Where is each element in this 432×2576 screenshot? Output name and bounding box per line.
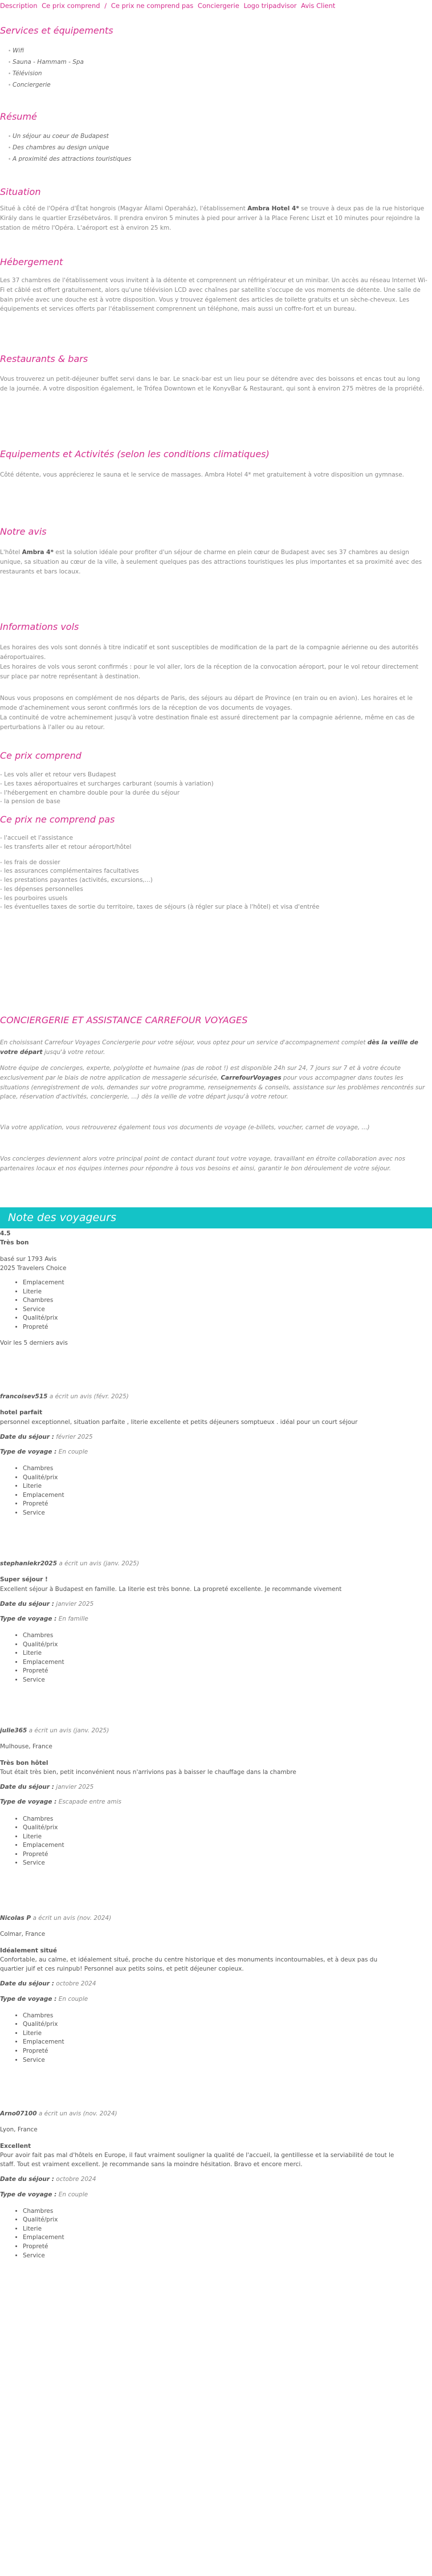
list-item: • Des chambres au design unique	[13, 143, 131, 154]
rating-criteria-list	[0, 1279, 68, 1332]
list-item: - les dépenses personnelles	[0, 885, 83, 893]
review-type: Escapade entre amis	[58, 1798, 121, 1806]
review-date-label: Date du séjour :	[0, 2176, 54, 2183]
list-item: • Propreté	[23, 2243, 399, 2252]
review-title: hotel parfait	[0, 1409, 43, 1417]
equipements-text: Côté détente, vous apprécierez le sauna et le service de massages. Ambra Hotel 4* met gratuitement à votre disposition un gymnase.	[0, 471, 404, 478]
list-item: - les éventuelles taxes de sortie du territoire, taxes de séjours (à régler sur place à l'hôtel) et visa d'entrée	[0, 904, 320, 911]
review-type: En famille	[58, 1615, 88, 1623]
ce-prix-comprend-list	[0, 771, 214, 807]
review-title: Super séjour !	[0, 1576, 48, 1584]
list-item: • Chambres	[23, 1631, 399, 1641]
ce-prix-ne-comprend-pas-title: Ce prix ne comprend pas	[0, 814, 115, 825]
note-voyageurs-title: Note des voyageurs	[8, 1211, 116, 1224]
situation-title: Situation	[0, 186, 41, 197]
list-item: • Un séjour au coeur de Budapest	[13, 131, 131, 143]
review-location: Colmar, France	[0, 1931, 46, 1938]
list-item: • Qualité/prix	[23, 1314, 68, 1323]
review-location: Mulhouse, France	[0, 1743, 52, 1751]
nav-ce-prix-comprend[interactable]: Ce prix comprend	[42, 2, 100, 10]
voir-derniers-avis-link[interactable]: Voir les 5 derniers avis	[0, 1340, 68, 1347]
restaurants-text: Vous trouverez un petit-déjeuner buffet servi dans le bar. Le snack-bar est un lieu pour se détendre avec des boissons et encas tout au long de la journée. A votre disposition également, le Trófea Downtown et le KonyvBar & Restaurant, qui sont à environ 275 mètres de la propriété.	[0, 376, 425, 392]
note-voyageurs-bar	[0, 1207, 432, 1228]
resume-list	[0, 131, 131, 165]
review-text: personnel exceptionnel, situation parfaite , literie excellente et petits déjeuners somptueux . idéal pour un court séjour	[0, 1418, 358, 1426]
list-item: • Qualité/prix	[23, 1641, 399, 1650]
review-card	[0, 1914, 399, 2065]
equipements-title: Equipements et Activités (selon les conditions climatiques)	[0, 449, 270, 459]
review-type-label: Type de voyage :	[0, 1448, 57, 1456]
review-date-label: Date du séjour :	[0, 1600, 54, 1608]
list-item: • Propreté	[23, 2047, 399, 2056]
list-item: - les transferts aller et retour aéroport/hôtel	[0, 843, 132, 850]
list-item: • Sauna - Hammam - Spa	[13, 57, 84, 68]
list-item: • Wifi	[13, 46, 84, 57]
nav-description[interactable]: Description	[0, 2, 38, 10]
list-item: • Qualité/prix	[23, 2020, 399, 2029]
review-title: Idéalement situé	[0, 1947, 58, 1954]
list-item: • Literie	[23, 2225, 399, 2234]
list-item: • Emplacement	[23, 1279, 68, 1288]
list-item: • Literie	[23, 1482, 399, 1491]
list-item: - l'accueil et l'assistance	[0, 835, 74, 841]
rating-award: 2025 Travelers Choice	[0, 1264, 67, 1272]
list-item: • Chambres	[23, 2207, 399, 2216]
list-item: • Propreté	[23, 1667, 399, 1676]
list-item: • Service	[23, 2056, 399, 2065]
list-item: • Emplacement	[23, 1491, 399, 1500]
list-item: - les pourboires usuels	[0, 894, 68, 902]
review-card	[0, 1392, 399, 1518]
review-card	[0, 1559, 399, 1685]
hebergement-title: Hébergement	[0, 257, 63, 267]
review-wrote: a écrit un avis (nov. 2024)	[38, 2110, 117, 2117]
nav-tripadvisor-logo[interactable]: Logo tripadvisor	[243, 2, 297, 10]
top-nav	[0, 0, 337, 10]
list-item: • Chambres	[23, 1296, 68, 1305]
review-text: Pour avoir fait pas mal d'hôtels en Europe, il faut vraiment souligner la qualité de l'accueil, la gentillesse et la serviabilité de tout le staff. Tout est vraiment excellent. Je recommande sans la moindre hésitation. Bravo et encore merci.	[0, 2151, 394, 2168]
conciergerie-p1: En choisissant Carrefour Voyages Conciergerie pour votre séjour, vous optez pour un service d'accompagnement complet dès la veille de votre départ jusqu'à votre retour.	[0, 1039, 418, 1056]
nav-conciergerie[interactable]: Conciergerie	[197, 2, 239, 10]
list-item: • Emplacement	[23, 1658, 399, 1667]
review-criteria-list	[0, 2012, 399, 2065]
review-type-label: Type de voyage :	[0, 1995, 57, 2003]
rating-verdict: Très bon	[0, 1239, 29, 1247]
review-type-label: Type de voyage :	[0, 1615, 57, 1623]
review-type-label: Type de voyage :	[0, 2191, 57, 2198]
infos-vols-title: Informations vols	[0, 621, 79, 632]
review-wrote: a écrit un avis (nov. 2024)	[32, 1915, 112, 1922]
list-item: • A proximité des attractions touristiques	[13, 154, 131, 165]
list-item: - les assurances complémentaires facultatives	[0, 868, 139, 875]
review-text: Tout était très bien, petit inconvénient nous n'arrivions pas à baisser le chauffage dans la chambre	[0, 1768, 296, 1776]
list-item: • Chambres	[23, 1464, 399, 1474]
nav-ce-prix-ne-comprend-pas[interactable]: Ce prix ne comprend pas	[111, 2, 194, 10]
review-criteria-list	[0, 1631, 399, 1684]
list-item: • Service	[23, 2252, 399, 2261]
list-item: - Les taxes aéroportuaires et surcharges carburant (soumis à variation)	[0, 780, 214, 787]
list-item: • Emplacement	[23, 1841, 399, 1850]
review-type-label: Type de voyage :	[0, 1798, 57, 1806]
list-item: • Chambres	[23, 1815, 399, 1824]
list-item: • Chambres	[23, 2012, 399, 2021]
review-wrote: a écrit un avis (févr. 2025)	[49, 1393, 129, 1400]
infos-vols-p4: La continuité de votre acheminement jusqu'à votre destination finale est assuré directement par la compagnie aérienne, même en cas de perturbations à l'aller ou au retour.	[0, 714, 415, 731]
list-item: • Qualité/prix	[23, 1474, 399, 1483]
review-type: En couple	[58, 2191, 88, 2198]
list-item: • Literie	[23, 1288, 68, 1297]
review-date: janvier 2025	[56, 1600, 94, 1608]
conciergerie-p2: Notre équipe de concierges, experte, polyglotte et humaine (pas de robot !) est disponible 24h sur 24, 7 jours sur 7 et à votre écoute exclusivement par le biais de notre application de messagerie sécurisée, CarrefourVoyages pour vous accompagner dans toutes les situations (enregistrement de vols, demandes sur votre programme, renseignements & conseils, assistance sur les problèmes rencontrés sur place, réservation d'activités, conciergerie, ...) dès la veille de votre départ jusqu'à votre retour.	[0, 1065, 425, 1101]
review-author: stephaniekr2025	[0, 1560, 58, 1567]
list-item: • Literie	[23, 2029, 399, 2038]
review-criteria-list	[0, 1815, 399, 1868]
review-wrote: a écrit un avis (janv. 2025)	[59, 1560, 140, 1567]
review-type: En couple	[58, 1995, 88, 2003]
list-item: - la pension de base	[0, 798, 60, 805]
rating-based-on: basé sur 1793 Avis	[0, 1255, 57, 1263]
list-item: • Propreté	[23, 1850, 399, 1859]
review-date: octobre 2024	[56, 2176, 96, 2183]
list-item: - les frais de dossier	[0, 858, 60, 866]
review-type: En couple	[58, 1448, 88, 1456]
rating-summary	[0, 1229, 68, 1348]
conciergerie-p4: Vos concierges deviennent alors votre principal point de contact durant tout votre voyage, travaillant en étroite collaboration avec nos partenaires locaux et nos équipes internes pour répondre à tous vos besoins et ainsi, garantir le bon déroulement de votre séjour.	[0, 1155, 405, 1172]
list-item: • Service	[23, 1859, 399, 1868]
ce-prix-comprend-title: Ce prix comprend	[0, 750, 81, 761]
rating-score: 4.5	[0, 1230, 11, 1237]
review-date-label: Date du séjour :	[0, 1980, 54, 1988]
review-date: février 2025	[56, 1433, 93, 1440]
review-author: julie365	[0, 1727, 27, 1734]
list-item: • Literie	[23, 1649, 399, 1658]
review-author: francoisev515	[0, 1393, 48, 1400]
review-date: octobre 2024	[56, 1980, 96, 1988]
hebergement-text: Les 37 chambres de l'établissement vous invitent à la détente et comprennent un réfrigérateur et un minibar. Un accès au réseau Internet Wi-Fi et câblé est offert gratuitement, alors qu'une télévision LCD avec chaînes par satellite s'occupe de vos moments de détente. Une salle de bain privée avec une douche est à votre disposition. Vous y trouvez également des articles de toilette gratuits et un sèche-cheveux. Les équipements et services offerts par l'établissement comprennent un téléphone, mais aussi un coffre-fort et un bureau.	[0, 277, 427, 313]
review-date: janvier 2025	[56, 1784, 94, 1791]
infos-vols-p2: Les horaires de vols vous seront confirmés : pour le vol aller, lors de la réception de la convocation aéroport, pour le vol retour directement sur place par notre représentant à destination.	[0, 664, 418, 680]
review-location: Lyon, France	[0, 2126, 38, 2134]
review-author: Arno07100	[0, 2110, 37, 2117]
review-criteria-list	[0, 1464, 399, 1517]
list-item: - l'hébergement en chambre double pour la durée du séjour	[0, 789, 180, 796]
review-text: Confortable, au calme, et idéalement situé, proche du centre historique et des monuments incontournables, et à deux pas du quartier juif et ces ruinpub! Personnel aux petits soins, et petit déjeuner copieux.	[0, 1956, 378, 1973]
services-title: Services et équipements	[0, 25, 113, 36]
nav-avis-client[interactable]: Avis Client	[301, 2, 336, 10]
infos-vols-p1: Les horaires des vols sont donnés à titre indicatif et sont susceptibles de modification de la part de la compagnie aérienne ou des autorités aéroportuaires.	[0, 644, 419, 661]
list-item: • Literie	[23, 1833, 399, 1842]
ce-prix-ne-comprend-pas-list	[0, 834, 319, 912]
list-item: • Qualité/prix	[23, 2216, 399, 2225]
list-item: • Emplacement	[23, 2038, 399, 2047]
list-item: • Service	[23, 1305, 68, 1315]
notre-avis-text: L'hôtel Ambra 4* est la solution idéale pour profiter d'un séjour de charme en plein cœur de Budapest avec ses 37 chambres au design unique, sa situation au cœur de la ville, à seulement quelques pas des attractions touristiques les plus importantes et sa proximité avec des restaurants et bars locaux.	[0, 549, 422, 575]
review-title: Très bon hôtel	[0, 1759, 48, 1767]
restaurants-title: Restaurants & bars	[0, 353, 88, 364]
review-card	[0, 1726, 399, 1868]
conciergerie-title: CONCIERGERIE ET ASSISTANCE CARREFOUR VOYAGES	[0, 1015, 248, 1025]
review-wrote: a écrit un avis (janv. 2025)	[28, 1727, 109, 1734]
review-card	[0, 2109, 399, 2260]
list-item: • Propreté	[23, 1323, 68, 1332]
list-item: • Qualité/prix	[23, 1824, 399, 1833]
list-item: - les prestations payantes (activités, excursions,...)	[0, 877, 153, 884]
services-list	[0, 46, 84, 91]
resume-title: Résumé	[0, 111, 37, 122]
review-author: Nicolas P	[0, 1915, 31, 1922]
conciergerie-p3: Via votre application, vous retrouverez également tous vos documents de voyage (e-billets, voucher, carnet de voyage, ...)	[0, 1124, 370, 1131]
list-item: • Emplacement	[23, 2233, 399, 2243]
list-item: - Les vols aller et retour vers Budapest	[0, 771, 116, 778]
nav-separator: /	[104, 2, 107, 10]
review-date-label: Date du séjour :	[0, 1433, 54, 1440]
notre-avis-title: Notre avis	[0, 526, 47, 537]
list-item: • Conciergerie	[13, 80, 84, 91]
review-criteria-list	[0, 2207, 399, 2260]
review-text: Excellent séjour à Budapest en famille. La literie est très bonne. La propreté excellente. Je recommande vivement	[0, 1585, 342, 1593]
list-item: • Propreté	[23, 1500, 399, 1509]
list-item: • Télévision	[13, 68, 84, 80]
list-item: • Service	[23, 1509, 399, 1518]
infos-vols-p3: Nous vous proposons en complément de nos départs de Paris, des séjours au départ de Province (en train ou en avion). Les horaires et le mode d'acheminement vous seront confirmés lors de la réception de vos documents de voyages.	[0, 695, 413, 711]
review-title: Excellent	[0, 2142, 31, 2150]
review-date-label: Date du séjour :	[0, 1784, 54, 1791]
list-item: • Service	[23, 1676, 399, 1685]
situation-text: Situé à côté de l'Opéra d'État hongrois (Magyar Állami Operaház), l'établissement Ambra Hotel 4* se trouve à deux pas de la rue historique Király dans le quartier Erzsébetváros. Il prendra environ 5 minutes à pied pour arriver à la Place Ferenc Liszt et 10 minutes pour rejoindre la station de métro l'Opéra. L'aéroport est à environ 25 km.	[0, 205, 425, 231]
